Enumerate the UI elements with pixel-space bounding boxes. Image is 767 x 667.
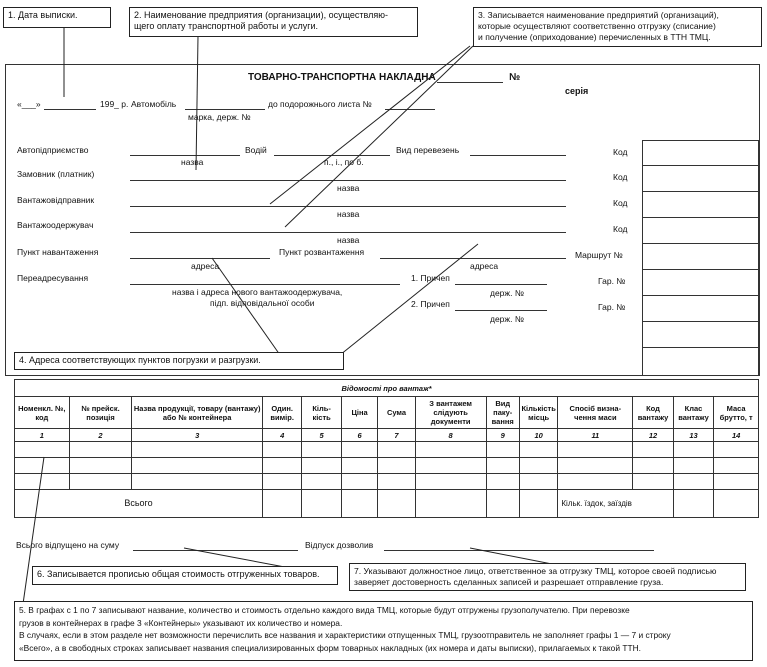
callout-5: 5. В графах с 1 по 7 записывают название, количество и стоимость отдельно каждого вида ТМЦ, которые будут отгружены грузополучателю. При перевозке грузов в контейнерах в графе 3 «Контейнеры» указывают их количество и номера. В случаях, если в этом разделе нет возможности перечислить все названия и характеристики отпущенных ТМЦ, грузоотправитель не заполняет графы 1 — 7 и строку «Всего», а в свободных строках записывает названия специализированных форм товарных накладных (их номера и даты выписки), прилагаемых к такой ТТН.: [14, 601, 753, 661]
released-sum-label: Всього відпущено на суму: [16, 540, 120, 550]
goods-header-cell: Назва продукції, товару (вантажу) або № контейнера: [132, 397, 263, 429]
callout-1: 1. Дата выписки.: [3, 7, 111, 28]
garage-label-1: Гар. №: [598, 276, 626, 286]
waybill-label: до подорожнього листа №: [268, 99, 372, 109]
transport-type-label: Вид перевезень: [396, 145, 460, 155]
readdress-line: [130, 284, 400, 285]
goods-empty-row: [15, 442, 759, 458]
goods-column-number: 5: [302, 429, 341, 442]
goods-column-number: 11: [558, 429, 633, 442]
goods-header-cell: Номенкл. №, код: [15, 397, 70, 429]
goods-header-cell: Код вантажу: [633, 397, 673, 429]
leader-line-6: [184, 548, 290, 568]
code-label-2: Код: [613, 172, 628, 182]
goods-header-cell: Сума: [378, 397, 415, 429]
enterprise-sublabel: назва: [181, 157, 204, 167]
code-box-divider: [642, 321, 759, 322]
goods-empty-row: [15, 474, 759, 490]
code-box-divider: [642, 269, 759, 270]
route-label: Маршрут №: [575, 250, 623, 260]
date-quote: «___»: [17, 99, 41, 109]
goods-header-cell: № прейск. позиція: [69, 397, 132, 429]
code-box-divider: [642, 217, 759, 218]
customer-sublabel: назва: [337, 183, 360, 193]
shipper-line: [130, 206, 566, 207]
goods-header-cell: Кількість місць: [519, 397, 557, 429]
trailer-2-sublabel: держ. №: [490, 314, 524, 324]
waybill-line: [385, 109, 435, 110]
goods-header-cell: Один. вимір.: [262, 397, 301, 429]
unloading-point-label: Пункт розвантаження: [279, 247, 365, 257]
code-box-divider: [642, 347, 759, 348]
released-sum-line: [133, 550, 298, 551]
number-line: [437, 82, 503, 83]
code-box-column: [642, 140, 759, 376]
shipper-label: Вантажовідправник: [17, 195, 95, 205]
number-sign: №: [509, 72, 521, 83]
goods-empty-row: [15, 458, 759, 474]
readdress-sublabel-2: підп. відповідальної особи: [210, 298, 315, 308]
code-box-divider: [642, 165, 759, 166]
goods-column-number: 12: [633, 429, 673, 442]
form-title: ТОВАРНО-ТРАНСПОРТНА НАКЛАДНА: [248, 72, 436, 83]
goods-column-number: 13: [673, 429, 713, 442]
goods-header-cell: З вантажем слідують документи: [415, 397, 486, 429]
shipper-sublabel: назва: [337, 209, 360, 219]
consignee-line: [130, 232, 566, 233]
trailer-2-line: [455, 310, 547, 311]
goods-column-number: 9: [486, 429, 519, 442]
loading-point-line: [130, 258, 270, 259]
trailer-1-line: [455, 284, 547, 285]
callout-3: 3. Записывается наименование предприятий (организаций), которые осуществляют соответственно отгрузку (списание) и получение (оприходование) перечисленных в ТТН ТМЦ.: [473, 7, 762, 47]
code-label-1: Код: [613, 147, 628, 157]
driver-line: [274, 155, 390, 156]
goods-column-number: 6: [341, 429, 377, 442]
garage-label-2: Гар. №: [598, 302, 626, 312]
car-label: Автомобіль: [131, 99, 177, 109]
customer-label: Замовник (платник): [17, 169, 95, 179]
callout-2: 2. Наименование предприятия (организации), осуществляю- щего оплату транспортной работы и услуги.: [129, 7, 418, 37]
date-line: [44, 109, 96, 110]
goods-column-number: 3: [132, 429, 263, 442]
goods-header-cell: Вид паку- вання: [486, 397, 519, 429]
goods-trips-label: Кільк. їздок, заїздів: [558, 490, 673, 518]
code-label-3: Код: [613, 198, 628, 208]
goods-header-cell: Кіль- кість: [302, 397, 341, 429]
code-label-4: Код: [613, 224, 628, 234]
callout-7: 7. Указывают должностное лицо, ответственное за отгрузку ТМЦ, которое своей подписью заверяет достоверность сделанных записей и разрешает отправление груза.: [349, 563, 746, 591]
goods-caption: Відомості про вантаж*: [15, 380, 759, 397]
transport-type-line: [470, 155, 566, 156]
enterprise-line: [130, 155, 240, 156]
car-sublabel: марка, держ. №: [188, 112, 251, 122]
callout-4: 4. Адреса соответствующих пунктов погрузки и разгрузки.: [14, 352, 344, 370]
goods-header-cell: Спосіб визна- чення маси: [558, 397, 633, 429]
consignee-label: Вантажоодержувач: [17, 220, 94, 230]
unloading-address-sublabel: адреса: [470, 261, 499, 271]
year-label: 199_ р.: [100, 99, 129, 109]
goods-column-number: 7: [378, 429, 415, 442]
code-box-divider: [642, 243, 759, 244]
enterprise-label: Автопідприємство: [17, 145, 89, 155]
series-label: серія: [565, 86, 589, 96]
driver-sublabel: п., і., по б.: [324, 157, 364, 167]
goods-table: [14, 379, 759, 518]
goods-column-number: 4: [262, 429, 301, 442]
goods-header-cell: Маса брутто, т: [714, 397, 759, 429]
code-box-divider: [642, 295, 759, 296]
unloading-point-line: [380, 258, 566, 259]
driver-label: Водій: [245, 145, 267, 155]
goods-column-number: 8: [415, 429, 486, 442]
trailer-2-label: 2. Причеп: [411, 299, 450, 309]
readdress-label: Переадресування: [17, 273, 89, 283]
release-allowed-label: Відпуск дозволив: [305, 540, 374, 550]
loading-address-sublabel: адреса: [191, 261, 220, 271]
goods-column-number: 1: [15, 429, 70, 442]
loading-point-label: Пункт навантаження: [17, 247, 99, 257]
code-box-divider: [642, 191, 759, 192]
consignee-sublabel: назва: [337, 235, 360, 245]
goods-column-number: 10: [519, 429, 557, 442]
car-line: [185, 109, 265, 110]
readdress-sublabel-1: назва і адреса нового вантажоодержувача,: [172, 287, 343, 297]
goods-header-cell: Клас вантажу: [673, 397, 713, 429]
goods-column-number: 2: [69, 429, 132, 442]
release-allowed-line: [384, 550, 654, 551]
goods-header-cell: Ціна: [341, 397, 377, 429]
customer-line: [130, 180, 566, 181]
trailer-1-sublabel: держ. №: [490, 288, 524, 298]
trailer-1-label: 1. Причеп: [411, 273, 450, 283]
goods-column-number: 14: [714, 429, 759, 442]
callout-6: 6. Записывается прописью общая стоимость отгруженных товаров.: [32, 566, 338, 585]
goods-total-label: Всього: [15, 490, 263, 518]
